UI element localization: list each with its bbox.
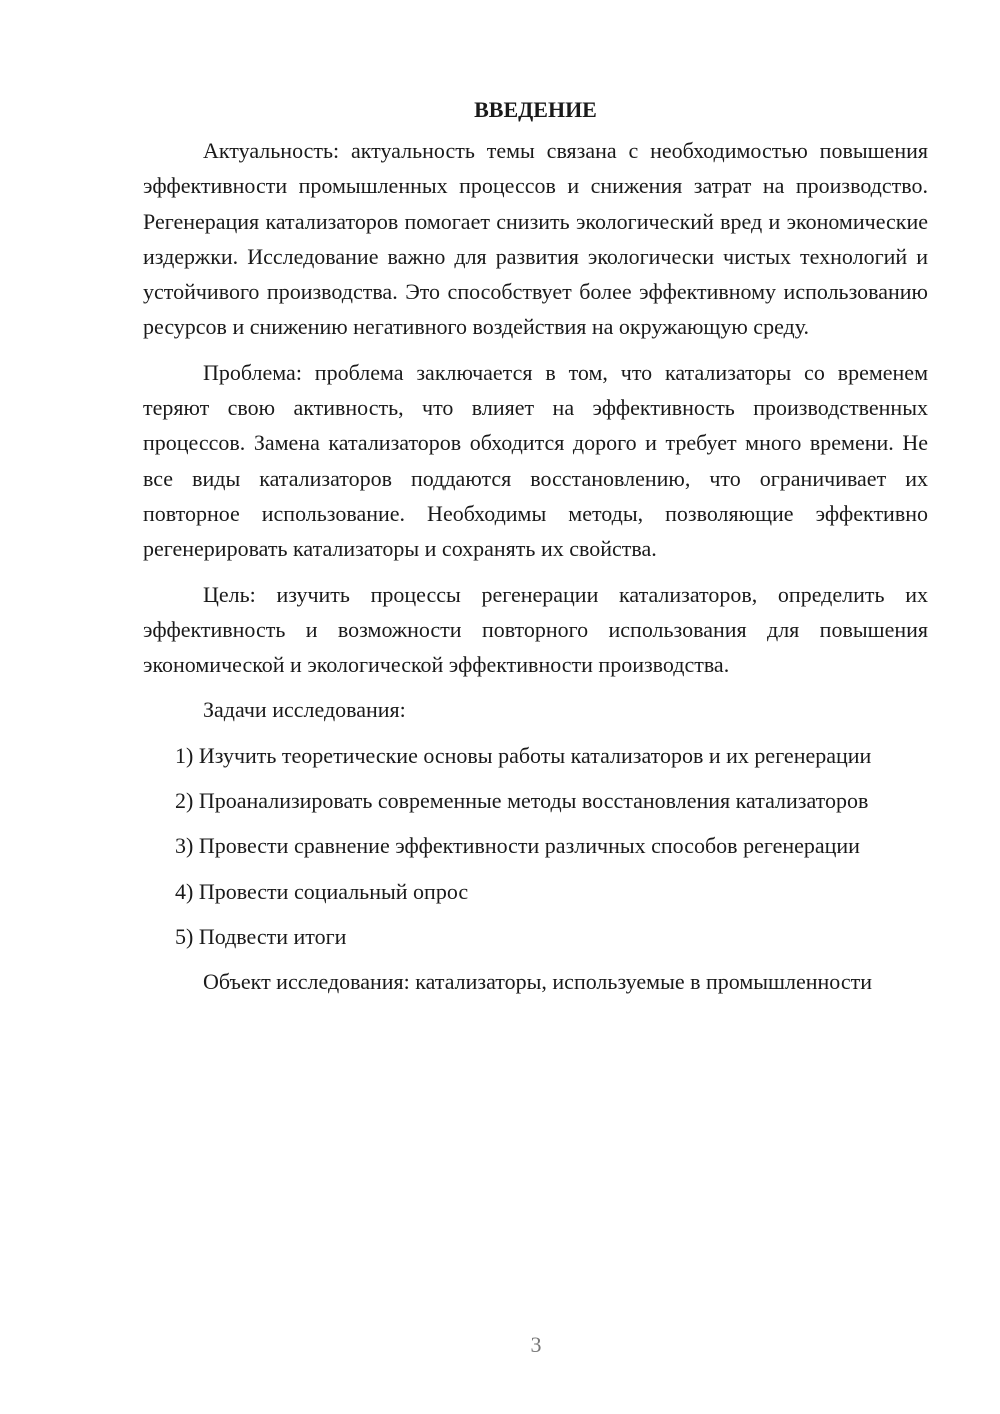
object-paragraph: Объект исследования: катализаторы, используемые в промышленности [203, 969, 872, 995]
section-heading: ВВЕДЕНИЕ [474, 97, 597, 122]
problem-paragraph: Проблема: проблема заключается в том, что катализаторы со временем теряют свою активность, что влияет на эффективность производственных процессов. Замена катализаторов обходится дорого и требует много времени. Не все виды катализаторов поддаются восстановлению, что ограничивает их повторное использование. Необходимы методы, позволяющие эффективно регенерировать катализаторы и сохранять их свойства. [143, 359, 928, 562]
tasks-title: Задачи исследования: [203, 697, 406, 723]
task-item: 1) Изучить теоретические основы работы катализаторов и их регенерации [175, 742, 872, 768]
task-item: 5) Подвести итоги [175, 923, 347, 949]
goal-paragraph: Цель: изучить процессы регенерации катализаторов, определить их эффективность и возможности повторного использования для повышения экономической и экологической эффективности производства. [143, 581, 928, 678]
task-item: 4) Провести социальный опрос [175, 878, 469, 904]
page-number: 3 [530, 1332, 542, 1357]
tasks-list [143, 738, 928, 954]
document-body [143, 92, 928, 1008]
relevance-paragraph: Актуальность: актуальность темы связана с необходимостью повышения эффективности промышленных процессов и снижения затрат на производство. Регенерация катализаторов помогает снизить экологический вред и экономические издержки. Исследование важно для развития экологически чистых технологий и устойчивого производства. Это способствует более эффективному использованию ресурсов и снижению негативного воздействия на окружающую среду. [143, 138, 928, 340]
task-item: 3) Провести сравнение эффективности различных способов регенерации [175, 833, 860, 859]
task-item: 2) Проанализировать современные методы восстановления катализаторов [175, 788, 869, 814]
